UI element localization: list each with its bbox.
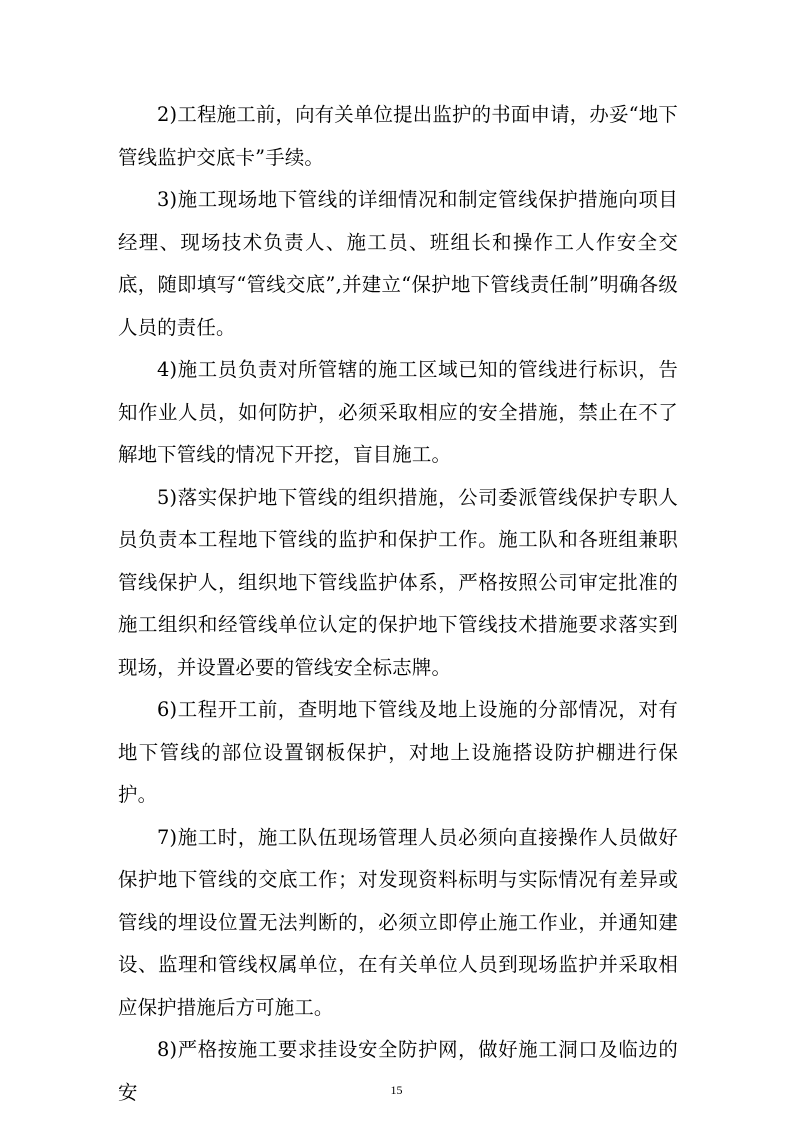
paragraph-item-7: 7)施工时，施工队伍现场管理人员必须向直接操作人员做好保护地下管线的交底工作；对发现资料标明与实际情况有差异或管线的埋设位置无法判断的，必须立即停止施工作业，并通知建设、监理和管线权属单位，在有关单位人员到现场监护并采取相应保护措施后方可施工。 <box>118 825 678 1019</box>
page-number: 15 <box>390 1083 403 1097</box>
paragraph-item-6: 6)工程开工前，查明地下管线及地上设施的分部情况，对有地下管线的部位设置钢板保护，对地上设施搭设防护棚进行保护。 <box>118 698 678 806</box>
paragraph-item-2: 2)工程施工前，向有关单位提出监护的书面申请，办妥“地下管线监护交底卡”手续。 <box>118 103 678 169</box>
paragraph-item-4: 4)施工员负责对所管辖的施工区域已知的管线进行标识，告知作业人员，如何防护，必须采取相应的安全措施，禁止在不了解地下管线的情况下开挖，盲目施工。 <box>118 358 678 466</box>
paragraph-item-3: 3)施工现场地下管线的详细情况和制定管线保护措施向项目经理、现场技术负责人、施工员、班组长和操作工人作安全交底，随即填写“管线交底”,并建立“保护地下管线责任制”明确各级人员的责任。 <box>118 188 678 339</box>
paragraph-item-5: 5)落实保护地下管线的组织措施，公司委派管线保护专职人员负责本工程地下管线的监护和保护工作。施工队和各班组兼职管线保护人，组织地下管线监护体系，严格按照公司审定批准的施工组织和经管线单位认定的保护地下管线技术措施要求落实到现场，并设置必要的管线安全标志牌。 <box>118 485 678 679</box>
body-text <box>118 94 678 1114</box>
paragraph-item-8: 8)严格按施工要求挂设安全防护网，做好施工洞口及临边的安 <box>118 1038 678 1104</box>
